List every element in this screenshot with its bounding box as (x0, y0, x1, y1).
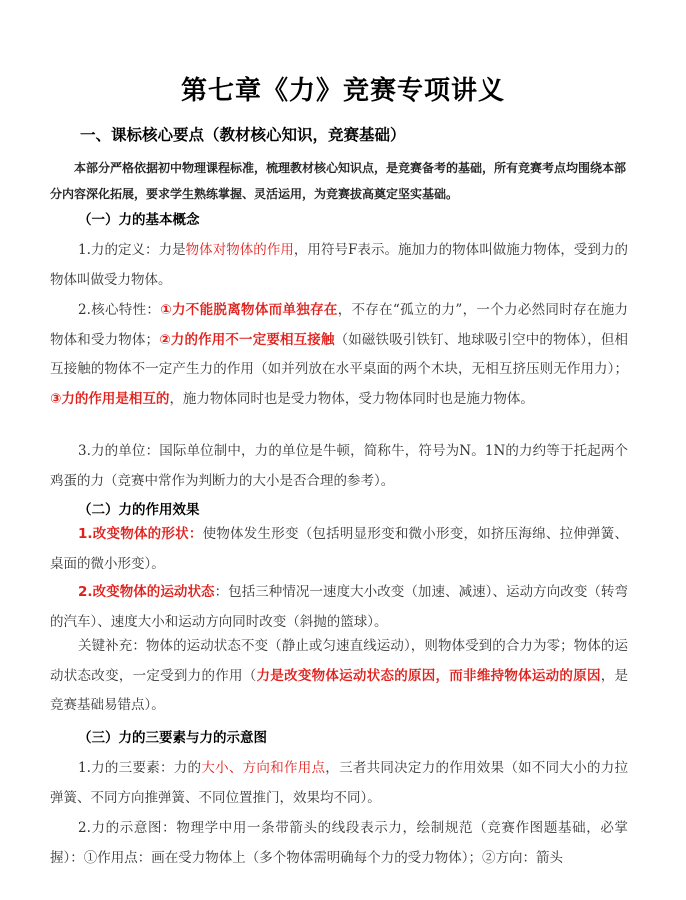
highlight-text: ③力的作用是相互的 (50, 390, 170, 407)
highlight-text: 2.改变物体的运动状态 (78, 584, 215, 600)
paragraph-core-properties: 2.核心特性：①力不能脱离物体而单独存在，不存在“孤立的力”，一个力必然同时存在施力物体和受力物体；②力的作用不一定要相互接触（如磁铁吸引铁钉、地球吸引空中的物体），但相互接触的物体不一定产生力的作用（如并列放在水平桌面的两个木块，无相互挤压则无作用力）；③力的作用是相互的，施力物体同时也是受力物体，受力物体同时也是施力物体。 (50, 302, 629, 407)
subsection-heading-basic-concept: （一）力的基本概念 (78, 212, 200, 228)
paragraph-definition: 1.力的定义：力是物体对物体的作用，用符号F表示。施加力的物体叫做施力物体，受到力的物体叫做受力物体。 (50, 242, 628, 288)
intro-paragraph: 本部分严格依据初中物理课程标准，梳理教材核心知识点，是竞赛备考的基础，所有竞赛考点均围绕本部分内容深化拓展，要求学生熟练掌握、灵活运用，为竞赛拔高奠定坚实基础。 (50, 161, 627, 201)
paragraph-unit: 3.力的单位：国际单位制中，力的单位是牛顿，简称牛，符号为N。1N的力约等于托起两个鸡蛋的力（竞赛中常作为判断力的大小是否合理的参考）。 (50, 443, 628, 489)
highlight-text: 大小、方向和作用点 (201, 760, 326, 776)
paragraph-motion-change: 2.改变物体的运动状态：包括三种情况一速度大小改变（加速、减速）、运动方向改变（转弯的汽车）、速度大小和运动方向同时改变（斜抛的篮球）。 (50, 584, 628, 630)
paragraph-force-diagram: 2.力的示意图：物理学中用一条带箭头的线段表示力，绘制规范（竞赛作图题基础，必掌握）：①作用点：画在受力物体上（多个物体需明确每个力的受力物体）；②方向：箭头 (50, 820, 628, 866)
highlight-text: 物体对物体的作用 (185, 242, 294, 258)
subsection-heading-effects: （二）力的作用效果 (78, 502, 200, 518)
highlight-text: 1.改变物体的形状： (78, 526, 203, 542)
paragraph-shape-change: 1.改变物体的形状：使物体发生形变（包括明显形变和微小形变，如挤压海绵、拉伸弹簧、桌面的微小形变）。 (50, 526, 628, 572)
highlight-text: ②力的作用不一定要相互接触 (159, 331, 335, 348)
subsection-heading-three-elements: （三）力的三要素与力的示意图 (78, 730, 267, 746)
section-heading: 一、课标核心要点（教材核心知识，竞赛基础） (80, 126, 406, 144)
paragraph-key-note: 关键补充：物体的运动状态不变（静止或匀速直线运动），则物体受到的合力为零；物体的运动状态改变，一定受到力的作用（力是改变物体运动状态的原因，而非维持物体运动的原因，是竞赛基础易错点）。 (50, 638, 629, 713)
highlight-text: ①力不能脱离物体而单独存在 (160, 302, 338, 318)
highlight-text: 力是改变物体运动状态的原因，而非维持物体运动的原因 (256, 667, 601, 684)
document-title: 第七章《力》竞赛专项讲义 (180, 76, 505, 106)
paragraph-three-elements: 1.力的三要素：力的大小、方向和作用点，三者共同决定力的作用效果（如不同大小的力拉弹簧、不同方向推弹簧、不同位置推门，效果均不同）。 (50, 760, 629, 806)
